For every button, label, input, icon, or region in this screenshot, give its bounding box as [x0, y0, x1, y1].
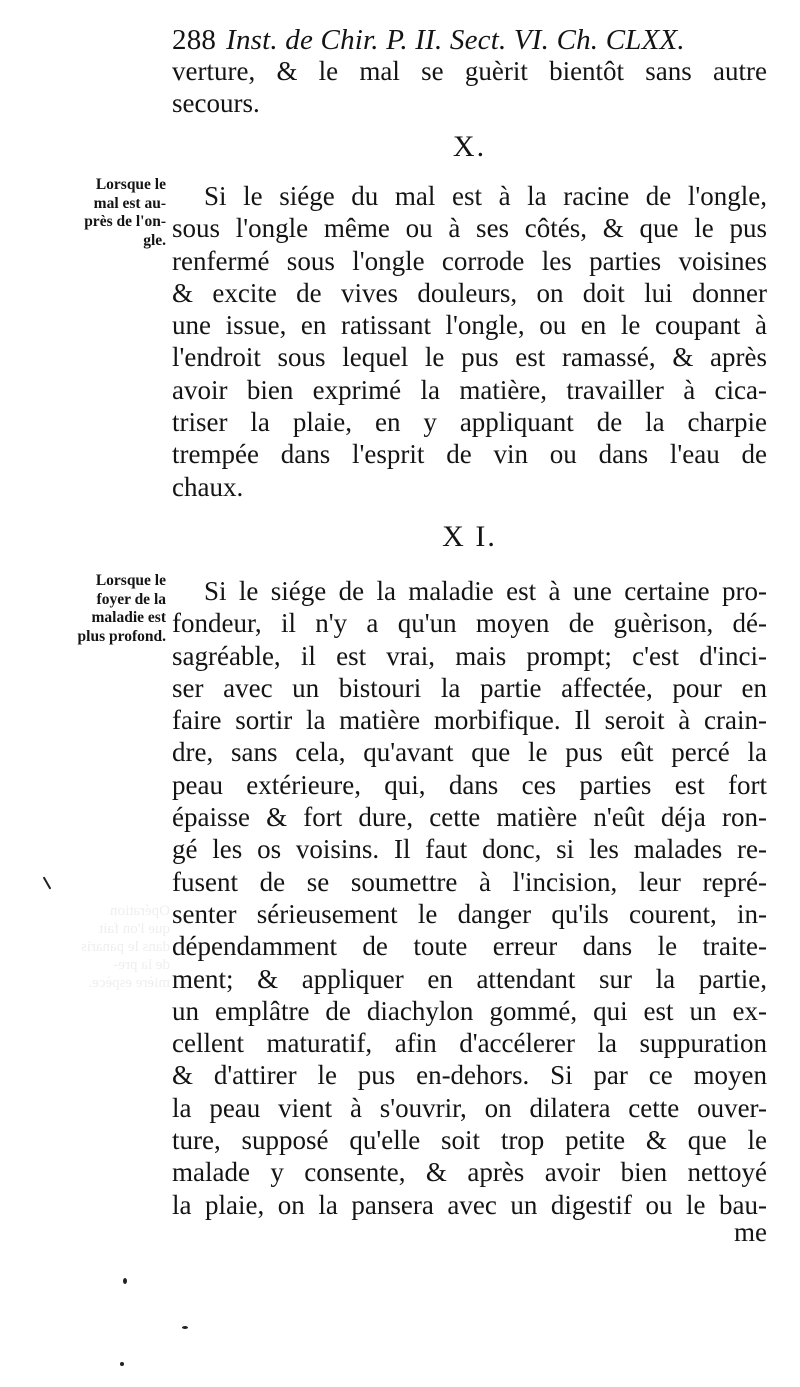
text-line: & d'attirer le pus en-dehors. Si par ce moyen: [172, 1060, 767, 1091]
bleed-through-line: Opération: [110, 903, 170, 919]
text-line: sous l'ongle même ou à ses côtés, & que le pus: [172, 213, 767, 244]
text-line: dépendamment de toute erreur dans le traite-: [172, 931, 767, 962]
text-line: verture, & le mal se guèrit bientôt sans autre: [172, 56, 767, 86]
margin-note-line: Lorsque le: [95, 176, 166, 193]
margin-note-line: foyer de la: [96, 590, 166, 608]
text-line: ment; & appliquer en attendant sur la partie,: [172, 963, 767, 994]
text-line: épaisse & fort dure, cette matière n'eût déja ron-: [172, 802, 767, 833]
bleed-through-line: de la pre-: [113, 957, 170, 973]
ink-speck: [43, 876, 52, 889]
margin-note-line: près de l'on-: [84, 213, 166, 230]
continuation-paragraph: [172, 55, 767, 120]
bleed-through-line: dans le panaris: [80, 939, 170, 955]
text-line: la plaie, on la pansera avec un digestif ou le bau-: [172, 1189, 767, 1220]
margin-note-line: plus profond.: [77, 627, 166, 645]
section-xi-paragraph: [172, 575, 767, 1221]
margin-note-line: Lorsque le: [95, 572, 166, 589]
ink-speck: [182, 1326, 188, 1329]
text-line: renfermé sous l'ongle corrode les parties voisines: [172, 245, 767, 276]
page-number: 288: [172, 24, 217, 56]
text-line: un emplâtre de diachylon gommé, qui est un ex-: [172, 995, 767, 1026]
text-line: ture, supposé qu'elle soit trop petite & que le: [172, 1125, 767, 1156]
text-line: Si le siége du mal est à la racine de l'ongle,: [204, 181, 767, 211]
margin-note-line: mal est au-: [93, 194, 166, 212]
text-line: une issue, en ratissant l'ongle, ou en le coupant à: [172, 310, 767, 341]
margin-note-xi: [30, 572, 166, 646]
bleed-through-line: que l'on fait: [98, 921, 170, 937]
text-line: cellent maturatif, afin d'accélerer la suppuration: [172, 1028, 767, 1059]
text-line: chaux.: [172, 471, 244, 502]
ink-speck: [123, 1278, 127, 1284]
text-line: trempée dans l'esprit de vin ou dans l'eau de: [172, 439, 767, 470]
text-line: gé les os voisins. Il faut donc, si les malades re-: [172, 834, 767, 865]
ink-speck: [120, 1362, 124, 1366]
text-line: faire sortir la matière morbifique. Il seroit à crain-: [172, 705, 767, 736]
text-line: fusent de se soumettre à l'incision, leur repré-: [172, 866, 767, 897]
margin-note-line: maladie est: [91, 609, 166, 626]
bleed-through-text: [40, 902, 170, 992]
running-head: [172, 22, 772, 58]
text-line: malade y consente, & après avoir bien nettoyé: [172, 1157, 767, 1188]
text-line: & excite de vives douleurs, on doit lui donner: [172, 277, 767, 308]
text-line: ser avec un bistouri la partie affectée, pour en: [172, 672, 767, 703]
section-heading-x: X.: [452, 130, 487, 163]
section-heading-xi: X I.: [442, 520, 497, 553]
running-title: Inst. de Chir. P. II. Sect. VI. Ch. CLXX.: [226, 24, 685, 56]
text-line: senter sérieusement le danger qu'ils courent, in-: [172, 898, 767, 929]
margin-note-line: gle.: [143, 231, 166, 249]
text-line: peau extérieure, qui, dans ces parties est fort: [172, 769, 767, 800]
bleed-through-line: mière espèce.: [88, 975, 170, 991]
text-line: fondeur, il n'y a qu'un moyen de guèrison, dé-: [172, 608, 767, 639]
text-line: sagréable, il est vrai, mais prompt; c'est d'inci-: [172, 640, 767, 671]
text-line: dre, sans cela, qu'avant que le pus eût percé la: [172, 737, 767, 768]
text-line: l'endroit sous lequel le pus est ramassé, & après: [172, 342, 767, 373]
text-line: Si le siége de la maladie est à une certaine pro-: [204, 576, 767, 606]
text-line: avoir bien exprimé la matière, travailler à cica-: [172, 374, 767, 405]
text-line: la peau vient à s'ouvrir, on dilatera cette ouver-: [172, 1092, 767, 1123]
text-line: secours.: [172, 88, 260, 119]
catchword: me: [734, 1217, 767, 1247]
margin-note-x: [30, 176, 166, 250]
section-x-paragraph: [172, 180, 767, 503]
text-line: triser la plaie, en y appliquant de la charpie: [172, 407, 767, 438]
